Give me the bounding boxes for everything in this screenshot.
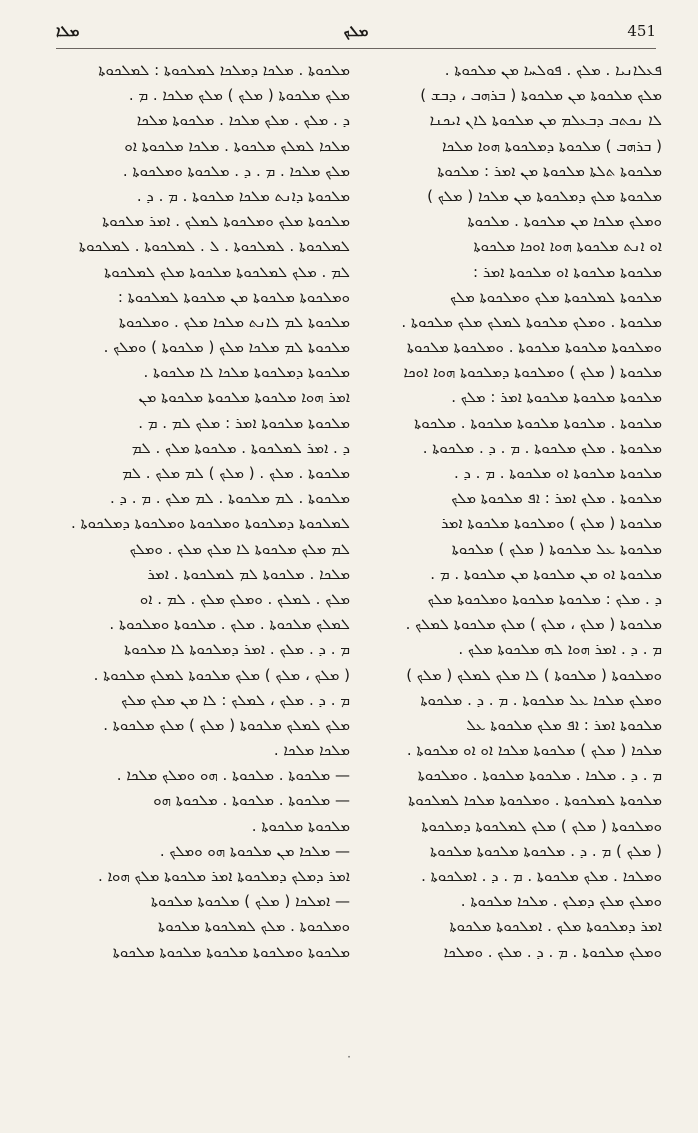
page-number: 451	[627, 22, 656, 40]
text-line: ܡܠܟܐ ( ܡܠܟ ) ܡܠܟܘܬܐ ܡܠܟܐ ܐܘ ܐܘ ܡܠܟܘܬܐ .	[406, 741, 662, 760]
text-line: ܠܡܠܟ ܡܠܟܘܬܐ . ܡܠܟ . ܡܠܟܘܬܐ ܘܡܠܟܘܬܐ .	[109, 615, 350, 634]
text-line: ܡܠܟܘܬܐ ܠܡܠܟܘܬܐ . ܘܡܠܟܘܬܐ ܡܠܟܐ ܠܡܠܟܘܬܐ	[408, 791, 662, 810]
text-line: ܠܡܠܟܘܬܐ ܕܡܠܟܘܬܐ ܘܡܠܟܘܬܐ ܘܡܠܟܘܬܐ ܕܡܠܟܘܬܐ .	[70, 514, 350, 533]
text-line: ܡܠܟܘܬܐ ܠܡ ܠܐܢܬ ܡܠܟܐ ܡܠܟ . ܘܡܠܟܘܬܐ	[118, 312, 350, 331]
text-line: ܡܠܟ . ܠܡܠܟ . ܘܡܠܟ ܡܠܟ . ܠܡ . ܐܘ	[139, 589, 350, 608]
text-line: ܡܠܟ ܡܠܟܘܬܐ ( ܡܠܟ ) ܡܠܟ ܡܠܟܐ . ܡ .	[128, 86, 350, 105]
text-line	[52, 965, 350, 990]
text-line: ܕ . ܡܠܟ . ܡܠܟ ܡܠܟܐ . ܡܠܟܘܬܐ ܡܠܟܐ	[136, 111, 350, 130]
text-line: ܘܡܠܟܘܬܐ ܡܠܟܘܬܐ ܡܠܟܘܬܐ . ܘܡܠܟܘܬܐ ܡܠܟܘܬܐ	[406, 338, 662, 357]
text-line: ܡܠܟܘܬܐ ܘܡܠܟܘܬܐ ܡܠܟܘܬܐ ܡܠܟܘܬܐ ܡܠܟܘܬܐ	[112, 942, 350, 961]
text-line: ܡܠܟܘܬܐ . ܠܡ ܡܠܟܘܬܐ . ܠܡ ܡܠܟ . ܡ . ܕ .	[109, 489, 350, 508]
text-line: ܡܠܟ ܡܠܟܘܬܐ ܡܢ ܡܠܟܘܬܐ ( ܒܪܗܒ ، ܕܒܫ )	[420, 86, 662, 105]
text-line: ܦܥܠܐܢܝܐ . ܡܠܟ . ܦܘܠܚܐ ܡܢ ܡܠܟܘܬܐ .	[444, 61, 662, 79]
text-line: ܡܠܟܘܬܐ ܬܠܬܐ ܡܠܟܘܬܐ ܡܢ ܐܡܪ : ܡܠܟܘܬܐ	[437, 161, 662, 180]
text-line: ܠܡ ܡܠܟ ܡܠܟܘܬܐ ܠܐ ܡܠܟ ܡܠܟ . ܘܡܠܟ	[129, 539, 350, 558]
text-line	[52, 990, 350, 1015]
text-line: ܡ . ܕ . ܡܠܟ ، ܠܡܠܟ : ܠܐ ܡܢ ܡܠܟ ܡܠܟ	[121, 690, 350, 709]
text-line	[364, 965, 662, 990]
text-line: ܡܠܟܘܬܐ . ܡܠܟ ܡܠܟܘܬܐ . ܡ . ܕ . ܡܠܟܘܬܐ .	[422, 438, 662, 457]
text-line: ܡܠܟܐ . ܡܠܟܘܬܐ ܠܡ ܠܡܠܟܘܬܐ . ܐܡܪ	[147, 564, 350, 583]
text-line: ܘܡܠܟ ܡܠܟ ܕܡܠܟ . ܡܠܟܐ ܡܠܟܘܬܐ .	[460, 892, 662, 911]
text-line: ( ܒܪܗܒ ) ܡܠܟܘܬܐ ܕܡܠܟܘܬܐ ܗܘܐ ܡܠܟܐ	[442, 136, 662, 155]
text-line: ܡܠܟܐ ܠܡܠܟ ܡܠܟܘܬܐ . ܡܠܟܐ ܡܠܟܘܬܐ ܐܘ	[124, 136, 350, 155]
text-line: ܡܠܟܘܬܐ . ܡܠܟܘܬܐ ܡܠܟܘܬܐ ܡܠܟܘܬܐ . ܡܠܟܘܬܐ	[414, 413, 662, 432]
text-line: ( ܡܠܟ ) ܡ . ܕ . ܡܠܟܘܬܐ ܡܠܟܘܬܐ ܡܠܟܘܬܐ	[430, 841, 662, 860]
text-line: ܡ . ܕ . ܡܠܟ . ܐܡܪ ܕܡܠܟܘܬܐ ܠܐ ܡܠܟܘܬܐ	[124, 640, 350, 659]
text-line: ܡܠܟܘܬܐ ܡܠܟܘܬܐ ܐܘ ܡܠܟܘܬܐ . ܡ . ܕ .	[453, 464, 662, 482]
text-line: ܘܡܠܟ ܡܠܟܐ ܡܢ ܡܠܟܘܬܐ . ܡܠܟܘܬܐ	[467, 212, 662, 231]
text-line: ܡܠܟܘܬܐ ܕܡܠܟܘܬܐ ܡܠܟܐ ܠܐ ܡܠܟܘܬܐ .	[143, 363, 350, 382]
text-line: ܡܠܟܘܬܐ ( ܡܠܟ ) ܘܡܠܟܘܬܐ ܡܠܟܘܬܐ ܐܡܪ	[441, 514, 662, 533]
right-column	[364, 58, 662, 1058]
text-line: ܡܠܟܘܬܐ ܡܠܟ ܕܡܠܟܘܬܐ ܡܢ ܡܠܟܐ ( ܡܠܟ )	[427, 186, 662, 205]
text-line: ܡܠܟܐ ܡܠܟܐ .	[273, 741, 350, 760]
text-line: ܡܠܟܘܬܐ . ܡܠܟ . ( ܡܠܟ ) ܠܡ ܡܠܟ . ܠܡ	[122, 464, 350, 482]
text-line: ܡܠܟܘܬܐ ܡܠܟܘܬܐ ܐܡܪ : ܡܠܟ ܠܡ . ܡ .	[138, 413, 350, 432]
text-line: ܡܠܟ ܡܠܟܐ . ܡ . ܕ . ܡܠܟܘܬܐ ܘܡܠܟܘܬܐ .	[122, 161, 350, 180]
text-line: ܘܡܠܟ ܡܠܟܘܬܐ . ܡ . ܕ . ܡܠܟ . ܘܡܠܟܐ	[443, 942, 662, 961]
text-line: ܡܠܟܘܬܐ ܡܠܟܘܬܐ ܐܘ ܡܠܟܘܬܐ ܐܡܪ :	[473, 262, 662, 281]
text-line: ܡܠܟܘܬܐ . ܘܡܠܟ ܡܠܟܘܬܐ ܠܡܠܟ ܡܠܟ ܡܠܟܘܬܐ .	[401, 312, 662, 331]
text-line: ܡܠܟܘܬܐ ܥܠ ܡܠܟܘܬܐ ( ܡܠܟ ) ܡܠܟܘܬܐ	[451, 539, 662, 558]
footer-mark: ·	[347, 1050, 351, 1064]
text-line: ܡܠܟ ܠܡܠܟ ܡܠܟܘܬܐ ( ܡܠܟ ) ܡܠܟ ܡܠܟܘܬܐ .	[103, 715, 350, 734]
text-line: ܠܐ ܢܟܬܒ ܕܒܥܠܡ ܡܢ ܡܠܟܘܬܐ ܠܐܢ ܐܝܟܢܐ	[429, 111, 662, 130]
text-line: ܡܠܟܘܬܐ ܐܘ ܡܢ ܡܠܟܘܬܐ ܡܢ ܡܠܟܘܬܐ . ܡ .	[430, 564, 662, 583]
text-line: ( ܡܠܟ ، ܡܠܟ ) ܡܠܟ ܡܠܟܘܬܐ ܠܡܠܟ ܡܠܟܘܬܐ .	[93, 665, 350, 684]
text-line: — ܡܠܟܘܬܐ . ܡܠܟܘܬܐ . ܡܠܟܘܬܐ ܗܘ	[153, 791, 350, 810]
text-line: ܡܠܟܘܬܐ ܕܐܢܬ ܡܠܟܐ ܡܠܟܘܬܐ . ܡ . ܕ .	[136, 186, 350, 205]
text-line: ܕ . ܡܠܟ : ܡܠܟܘܬܐ ܡܠܟܘܬܐ ܘܡܠܟܘܬܐ ܡܠܟ	[427, 589, 662, 608]
text-line: ܘܡܠܟ ܡܠܟܐ ܥܠ ܡܠܟܘܬܐ . ܡ . ܕ . ܡܠܟܘܬܐ	[420, 690, 662, 709]
page-headword: ܡܠܟ	[343, 22, 369, 40]
header-rule	[56, 48, 656, 49]
text-line: ܡ . ܕ . ܐܡܪ ܗܘܐ ܠܗ ܡܠܟܘܬܐ ܡܠܟ .	[458, 640, 662, 659]
text-line: ܡܠܟܘܬܐ ܠܡܠܟܘܬܐ ܡܠܟ ܘܡܠܟܘܬܐ ܡܠܟ	[450, 287, 662, 306]
text-line: ܡܠܟܘܬܐ . ܡܠܟܐ ܕܡܠܟܐ ܠܡܠܟܘܬܐ : ܠܡܠܟܘܬܐ	[98, 61, 350, 79]
text-line: — ܡܠܟܐ ܡܢ ܡܠܟܘܬܐ ܗܘ ܘܡܠܟ .	[159, 841, 350, 860]
text-line: ܘܡܠܟܐ . ܡܠܟ ܡܠܟܘܬܐ . ܡ . ܕ . ܐܡܠܟܘܬܐ .	[421, 867, 662, 885]
left-column	[52, 58, 350, 1058]
text-line: ܡܠܟܘܬܐ . ܡܠܟ ܐܡܪ : ܐܦ ܡܠܟܘܬܐ ܡܠܟ	[451, 489, 662, 508]
text-line: ܠܡܠܟܘܬܐ . ܠܡܠܟܘܬܐ . ܠ . ܠܡܠܟܘܬܐ . ܠܡܠܟܘܬܐ	[78, 237, 350, 256]
text-line	[364, 1015, 662, 1040]
text-line: ܐܡܪ ܕܡܠܟܘܬܐ ܡܠܟ . ܐܡܠܟܘܬܐ ܡܠܟܘܬܐ	[449, 917, 662, 936]
text-line: ܐܡܪ ܕܡܠܟ ܕܡܠܟܘܬܐ ܐܡܪ ܡܠܟܘܬܐ ܡܠܟ ܗܘܐ .	[97, 867, 350, 885]
text-line: ܠܡ . ܡܠܟ ܠܡܠܟܘܬܐ ܡܠܟܘܬܐ ܡܠܟ ܠܡܠܟܘܬܐ	[104, 262, 350, 281]
text-line: ܡܠܟܘܬܐ ܡܠܟ ܘܡܠܟܘܬܐ ܠܡܠܟ . ܐܡܪ ܡܠܟܘܬܐ	[102, 212, 350, 231]
text-line: ܡܠܟܘܬܐ ܡܠܟܘܬܐ .	[251, 816, 350, 835]
text-line: — ܐܡܠܟܐ ( ܡܠܟ ) ܡܠܟܘܬܐ ܡܠܟܘܬܐ	[150, 892, 350, 911]
catchword: ܡܠܐ	[56, 22, 80, 40]
text-line: ܕ . ܐܡܪ ܠܡܠܟܘܬܐ . ܡܠܟܘܬܐ ܡܠܟ . ܠܡ	[131, 438, 350, 457]
text-line: ܡܠܟܘܬܐ ( ܡܠܟ ) ܘܡܠܟܘܬܐ ܕܡܠܟܘܬܐ ܗܘܐ ܐܘܟܐ	[403, 363, 662, 382]
text-line: ܐܡܪ ܗܘܐ ܡܠܟܘܬܐ ܡܠܟܘܬܐ ܡܠܟܘܬܐ ܡܢ	[138, 388, 350, 407]
running-head	[56, 22, 656, 46]
text-line: ܡ . ܕ . ܡܠܟܐ . ܡܠܟܘܬܐ ܡܠܟܘܬܐ . ܘܡܠܟܘܬܐ	[417, 766, 662, 785]
text-line: ܡܠܟܘܬܐ ܐܡܪ : ܐܦ ܡܠܟ ܡܠܟܘܬܐ ܥܠ	[466, 715, 662, 734]
text-line: ܘܡܠܟܘܬܐ ( ܡܠܟ ) ܡܠܟ ܠܡܠܟܘܬܐ ܕܡܠܟܘܬܐ	[421, 816, 662, 835]
text-line: ܘܡܠܟܘܬܐ ( ܡܠܟܘܬܐ ) ܠܐ ܡܠܟ ܠܡܠܟ ( ܡܠܟ )	[406, 665, 662, 684]
text-line	[364, 990, 662, 1015]
text-line: ܡܠܟܘܬܐ ܠܡ ܡܠܟܐ ܡܠܟ ( ܡܠܟܘܬܐ ) ܘܡܠܟ .	[103, 338, 350, 357]
text-line: ܘܡܠܟܘܬܐ . ܡܠܟ ܠܡܠܟܘܬܐ ܡܠܟܘܬܐ	[158, 917, 350, 936]
text-line: ܘܡܠܟܘܬܐ ܡܠܟܘܬܐ ܡܢ ܡܠܟܘܬܐ ܠܡܠܟܘܬܐ :	[117, 287, 350, 306]
text-columns	[52, 58, 662, 1058]
text-line: ܐܘ ܐܢܬ ܡܠܟܘܬܐ ܗܘܐ ܐܘܟܐ ܡܠܟܘܬܐ	[473, 237, 662, 256]
text-line: — ܡܠܟܘܬܐ . ܡܠܟܘܬܐ . ܗܘ ܘܡܠܟ ܡܠܟܐ .	[116, 766, 350, 785]
text-line: ܡܠܟܘܬܐ ( ܡܠܟ ، ܡܠܟ ) ܡܠܟ ܡܠܟܘܬܐ ܠܡܠܟ .	[405, 615, 662, 634]
text-line: ܡܠܟܘܬܐ ܡܠܟܘܬܐ ܡܠܟܘܬܐ ܐܡܪ : ܡܠܟ .	[451, 388, 662, 407]
text-line	[52, 1015, 350, 1040]
